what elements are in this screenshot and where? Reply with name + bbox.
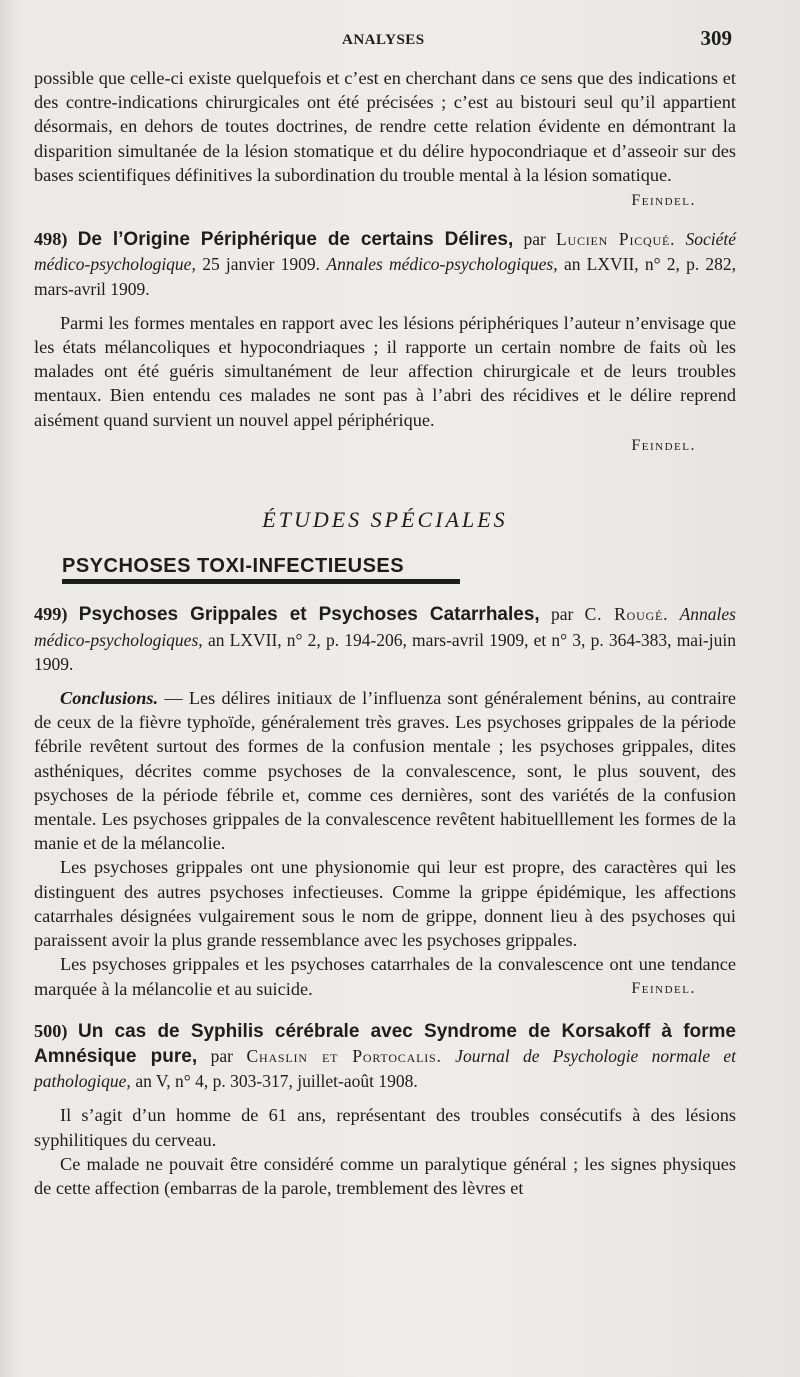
- entry-by: par: [550, 604, 574, 625]
- rubric-wrapper: [34, 554, 736, 584]
- entry-reference: an LXVII, n° 2, p. 194-206, mars-avril 1909, et n° 3, p. 364-383, mai-juin 1909.: [34, 629, 736, 674]
- entry-heading: [34, 1019, 736, 1094]
- entry-body: [34, 952, 736, 1000]
- conclusions-label: Conclusions.: [60, 688, 159, 709]
- entry-reference: an V, n° 4, p. 303-317, juillet-août 1908.: [135, 1071, 418, 1092]
- section-rubric: PSYCHOSES TOXI-INFECTIEUSES: [62, 554, 460, 584]
- entry-journal: Journal de Psychologie normale et pathologique,: [34, 1045, 736, 1092]
- entry-author: Chaslin et Portocalis.: [246, 1045, 442, 1066]
- entry-by: par: [523, 229, 546, 250]
- page-header: [0, 26, 800, 54]
- abstract-entry-500: [34, 1019, 736, 1200]
- entry-title: Psychoses Grippales et Psychoses Catarrhales,: [78, 604, 540, 626]
- entry-heading: [34, 602, 736, 676]
- entry-body: Les psychoses grippales ont une physionomie qui leur est propre, des caractères qui les distinguent des autres psychoses infectieuses. Comme la grippe épidémique, les affections catarrhales désignées vulgairement sous le nom de grippe, donnent lieu à des psychoses qui paraissent avoir la plus grande ressemblance avec les psychoses grippales.: [34, 857, 736, 951]
- entry-body: Parmi les formes mentales en rapport avec les lésions périphériques l’auteur n’envisage que les états mélancoliques et hypocondriaques ; il rapporte un certain nombre de faits où les malades ont été guéris simultanément de leur affection chirurgicale et de leurs troubles mentaux. Bien entendu ces malades ne sont pas à l’abri des récidives et le délire reprend aisément quand survient un nouvel appel périphérique.: [34, 312, 736, 430]
- signature: Feindel.: [631, 436, 696, 454]
- entry-number: 499): [34, 604, 68, 625]
- abstract-entry-498: [34, 227, 736, 458]
- entry-reference: an LXVII, n° 2, p. 282, mars-avril 1909.: [34, 254, 737, 299]
- entry-body-text: — Les délires initiaux de l’influenza sont généralement bénins, au contraire de ceux de la fièvre typhoïde, généralement très graves. Les psychoses grippales de la période fébrile revêtent surtout des formes de la confusion mentale ; les psychoses grippales, dites asthéniques, décrites comme psychoses de la convalescence, sont, le plus souvent, des psychoses de la période fébrile et, comme ces dernières, sont des variétés de la confusion mentale. Les psychoses grippales de la convalescence revêtent habituelllement les formes de la manie et de la mélancolie.: [34, 688, 736, 854]
- section-title: ÉTUDES SPÉCIALES: [262, 507, 508, 533]
- entry-number: 500): [34, 1020, 68, 1041]
- signature: Feindel.: [631, 192, 696, 210]
- entry-body: Il s’agit d’un homme de 61 ans, représentant des troubles consécutifs à des lésions syphilitiques du cerveau.: [34, 1105, 736, 1150]
- page-number: 309: [700, 26, 732, 50]
- entry-body-text: Les psychoses grippales et les psychoses catarrhales de la convalescence ont une tendance marquée à la mélancolie et au suicide.: [34, 954, 736, 999]
- page-content: [34, 66, 736, 1200]
- entry-by: par: [210, 1045, 233, 1066]
- entry-author: C. Rougé.: [584, 604, 669, 625]
- entry-title: De l’Origine Périphérique de certains Délires,: [77, 229, 514, 251]
- entry-reference: 25 janvier 1909.: [202, 254, 321, 275]
- signature: Feindel.: [631, 979, 696, 997]
- running-head: ANALYSES: [342, 32, 425, 48]
- entry-heading: [34, 227, 736, 301]
- intro-paragraph: possible que celle-ci existe quelquefois et c’est en cherchant dans ce sens que des indications et des contre-indications chirurgicales ont été précisées ; c’est au bistouri seul qu’il appartient désormais, en dehors de toutes doctrines, de rendre cette relation évidente en démontrant la disparition simultanée de la lésion stomatique et du délire hypocondriaque et d’asseoir sur des bases scientifiques définitives la subordination du trouble mental à la lésion somatique.: [34, 68, 736, 185]
- entry-body: [34, 686, 736, 855]
- abstract-entry-499: [34, 602, 736, 1000]
- entry-journal: Société médico-psychologique,: [34, 229, 736, 275]
- entry-journal: Annales médico-psychologiques,: [34, 604, 736, 650]
- entry-author: Lucien Picqué.: [555, 229, 676, 250]
- entry-body: Ce malade ne pouvait être considéré comme un paralytique général ; les signes physiques de cette affection (embarras de la parole, tremblement des lèvres et: [34, 1153, 736, 1198]
- entry-title: Un cas de Syphilis cérébrale avec Syndrome de Korsakoff à forme Amnésique pure,: [34, 1020, 736, 1067]
- entry-journal: Annales médico-psychologiques,: [326, 254, 558, 275]
- entry-number: 498): [34, 229, 68, 250]
